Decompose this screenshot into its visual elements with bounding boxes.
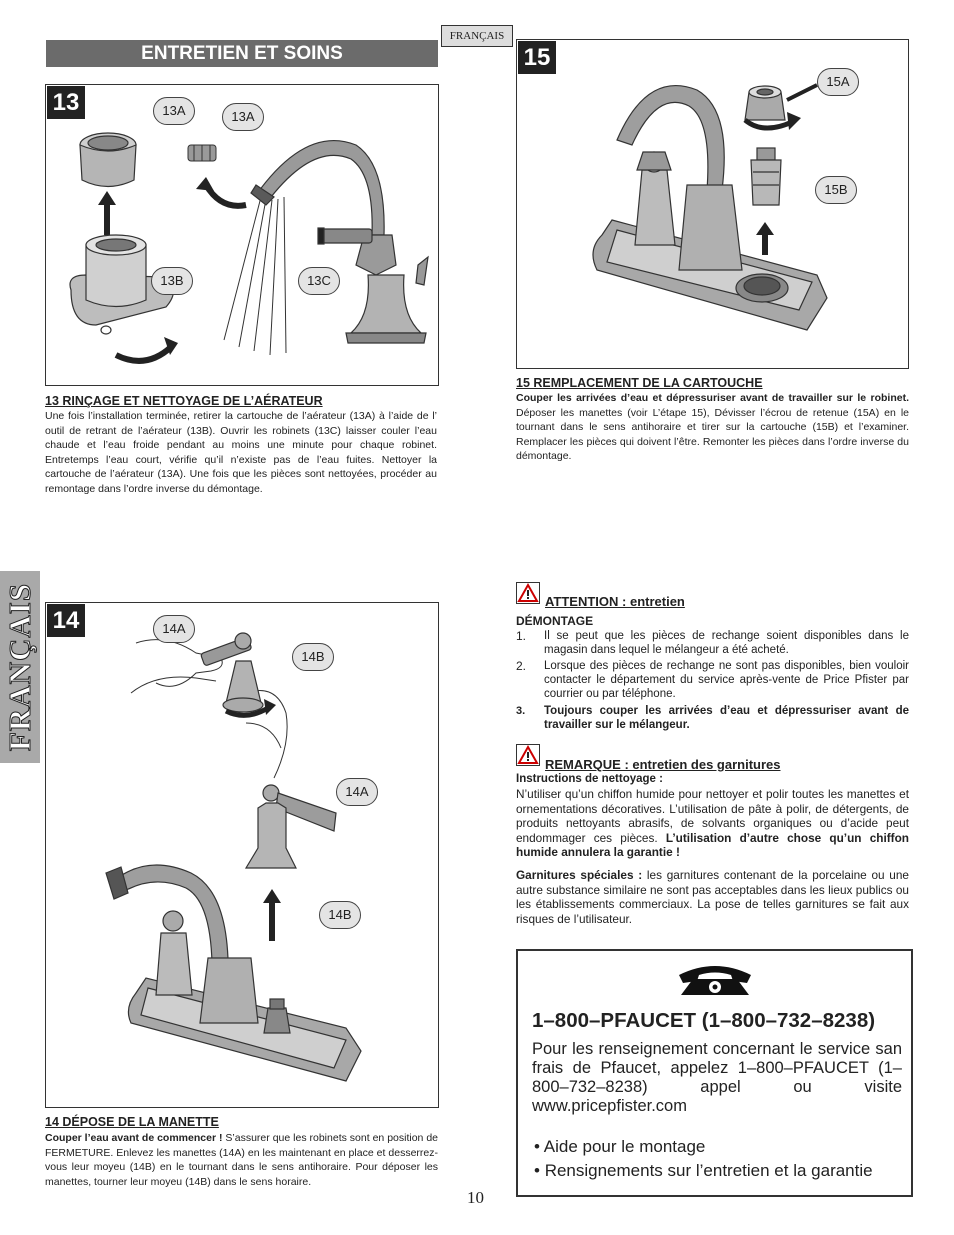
handle-14a-2	[246, 785, 336, 868]
remarque-subtitle: Instructions de nettoyage :	[516, 773, 663, 785]
callout-15a: 15A	[817, 68, 859, 96]
up-arrow-icon	[98, 191, 116, 235]
warning-icon-2	[516, 744, 540, 766]
step-14-body-block	[45, 1131, 438, 1189]
item-number: 1.	[516, 629, 527, 643]
attention-item-2	[516, 659, 909, 704]
callout-15b: 15B	[815, 176, 857, 204]
remarque-special-text: les garnitures contenant de la porcelaine ou une autre substance similaire ne sont pas acceptables dans les lieux publics ou les établissements commerciaux. La pose de telles garnitures se fait aux risques de l’utilisateur.	[516, 868, 909, 926]
contact-text: Pour les renseignement concernant le service san frais de Pfaucet, appelez 1–800–PFAUCET (1–800–732–8238) appel ou visite www.pricepfister.com	[532, 1040, 902, 1115]
step-14-lead: Couper l’eau avant de commencer !	[45, 1132, 223, 1144]
callout-13a-1: 13A	[153, 97, 195, 125]
step-14-number: 14	[47, 604, 85, 637]
warning-icon	[516, 582, 540, 604]
faucet-assembly	[106, 865, 361, 1081]
bullet-icon: •	[534, 1161, 540, 1180]
attention-list	[516, 629, 909, 734]
item-text: Lorsque des pièces de rechange ne sont pas disponibles, bien vouloir contacter le département du service après-vente de Price Pfister par courrier ou par téléphone.	[544, 660, 909, 700]
contact-phone: 1–800–PFAUCET (1–800–732–8238)	[532, 1009, 876, 1032]
rotate-arrow-icon-2	[787, 85, 817, 100]
step-14-body: S’assurer que les robinets sont en position de FERMETURE. Enlevez les manettes (14A) en les maintenant en place et desserrez-vous leur moyeu (14B) en le tournant dans le sens antihoraire. Pour déposer les manettes, tourner leur moyeu (14B) dans le sens horaire.	[45, 1132, 438, 1188]
callout-14b-2: 14B	[319, 901, 361, 929]
retaining-nut-15a	[745, 86, 785, 120]
water-spray	[224, 197, 286, 355]
page-number: 10	[467, 1188, 484, 1207]
section-header: ENTRETIEN ET SOINS	[46, 40, 438, 67]
up-arrow-icon	[756, 222, 774, 255]
callout-13b: 13B	[151, 267, 193, 295]
figure-15	[516, 39, 909, 369]
handle-14a	[200, 633, 263, 712]
bullet-icon: •	[534, 1137, 540, 1156]
remarque-body-block	[516, 787, 909, 860]
bullet-text: Aide pour le montage	[543, 1137, 706, 1156]
contact-bullet-1	[534, 1137, 705, 1157]
attention-item-3	[516, 704, 909, 734]
step-15-title: 15 REMPLACEMENT DE LA CARTOUCHE	[516, 376, 763, 390]
attention-title: ATTENTION : entretien	[545, 594, 685, 609]
figure-13	[45, 84, 439, 386]
contact-box	[516, 949, 913, 1197]
item-number: 2.	[516, 659, 527, 673]
step-15-lead: Couper les arrivées d’eau et dépressuriser avant de travailler sur le robinet.	[516, 392, 909, 404]
step-15-body-block	[516, 391, 909, 464]
remarque-special-label: Garnitures spéciales :	[516, 868, 643, 882]
remarque-title: REMARQUE : entretien des garnitures	[545, 757, 781, 772]
step-15-body: Déposer les manettes (voir L’étape 15), Dévisser l’écrou de retenue (15A) en le tournant dans le sens antihoraire et tirer sur la cartouche (15B) et l’examiner. Remplacer les pièces qui doivent l’être. Remonter les pièces dans l’ordre inverse du démontage.	[516, 406, 909, 463]
cartridge-15b	[751, 148, 781, 205]
callout-13c: 13C	[298, 267, 340, 295]
bullet-text: Rensignements sur l’entretien et la garantie	[544, 1161, 873, 1180]
step-13-title: 13 RINÇAGE ET NETTOYAGE DE L’AÉRATEUR	[45, 394, 323, 408]
item-text: Toujours couper les arrivées d’eau et dépressuriser avant de travailler sur le mélangeur.	[544, 705, 909, 731]
contact-bullet-2	[534, 1161, 873, 1181]
step-15-number: 15	[518, 41, 556, 74]
remarque-body: N’utiliser qu’un chiffon humide pour nettoyer et polir toutes les manettes et ornementations décoratives. L’utilisation de pâte à polir, de détergents, de produits nettoyants abrasifs, de solvants organiques ou d’acide peut endommager ces pièces.	[516, 787, 909, 845]
item-text: Il se peut que les pièces de rechange soient disponibles dans le magasin dans lequel le mélangeur a été acheté.	[544, 630, 909, 656]
item-number: 3.	[516, 705, 526, 717]
attention-subtitle: DÉMONTAGE	[516, 614, 594, 628]
figure-14	[45, 602, 439, 1108]
telephone-icon	[675, 963, 755, 997]
faucet	[251, 141, 428, 343]
callout-13a-2: 13A	[222, 103, 264, 131]
callout-14b-1: 14B	[292, 643, 334, 671]
figure-14-illustration	[46, 603, 438, 1107]
remarque-special-block	[516, 868, 909, 926]
callout-14a-2: 14A	[336, 778, 378, 806]
step-13-number: 13	[47, 86, 85, 119]
aerator-small	[188, 145, 216, 161]
step-14-title: 14 DÉPOSE DE LA MANETTE	[45, 1115, 219, 1129]
aerator-cartridge	[80, 133, 136, 187]
callout-14a-1: 14A	[153, 615, 195, 643]
language-tag: FRANÇAIS	[441, 25, 513, 47]
up-arrow-icon	[263, 889, 281, 941]
attention-item-1	[516, 629, 909, 659]
step-13-body: Une fois l’installation terminée, retirer la cartouche de l’aérateur (13A) à l’aide de l’ outil de retrant de l’aérateur (13B). Ouvrir les robinets (13C) laisser couler l’eau chaude et l’eau froide pendant au moins une minute pour chaque robinet. Entretemps l’eau court, vérifie qu’il n’existe pas de l’eau fuites. Nettoyer la cartouche de l’aérateur (13A). Une fois que les pièces sont nettoyées, procéder au remontage dans l’ordre inverse du démontage.	[45, 410, 437, 495]
rotate-arrow-icon	[745, 120, 792, 128]
side-language-tab	[0, 571, 40, 763]
side-tab-label: FRANÇAIS	[2, 582, 37, 752]
remarque-body-bold: L’utilisation d’autre chose qu’un chiffon humide annulera la garantie !	[516, 830, 910, 859]
rotate-arrow-icon	[116, 347, 171, 361]
